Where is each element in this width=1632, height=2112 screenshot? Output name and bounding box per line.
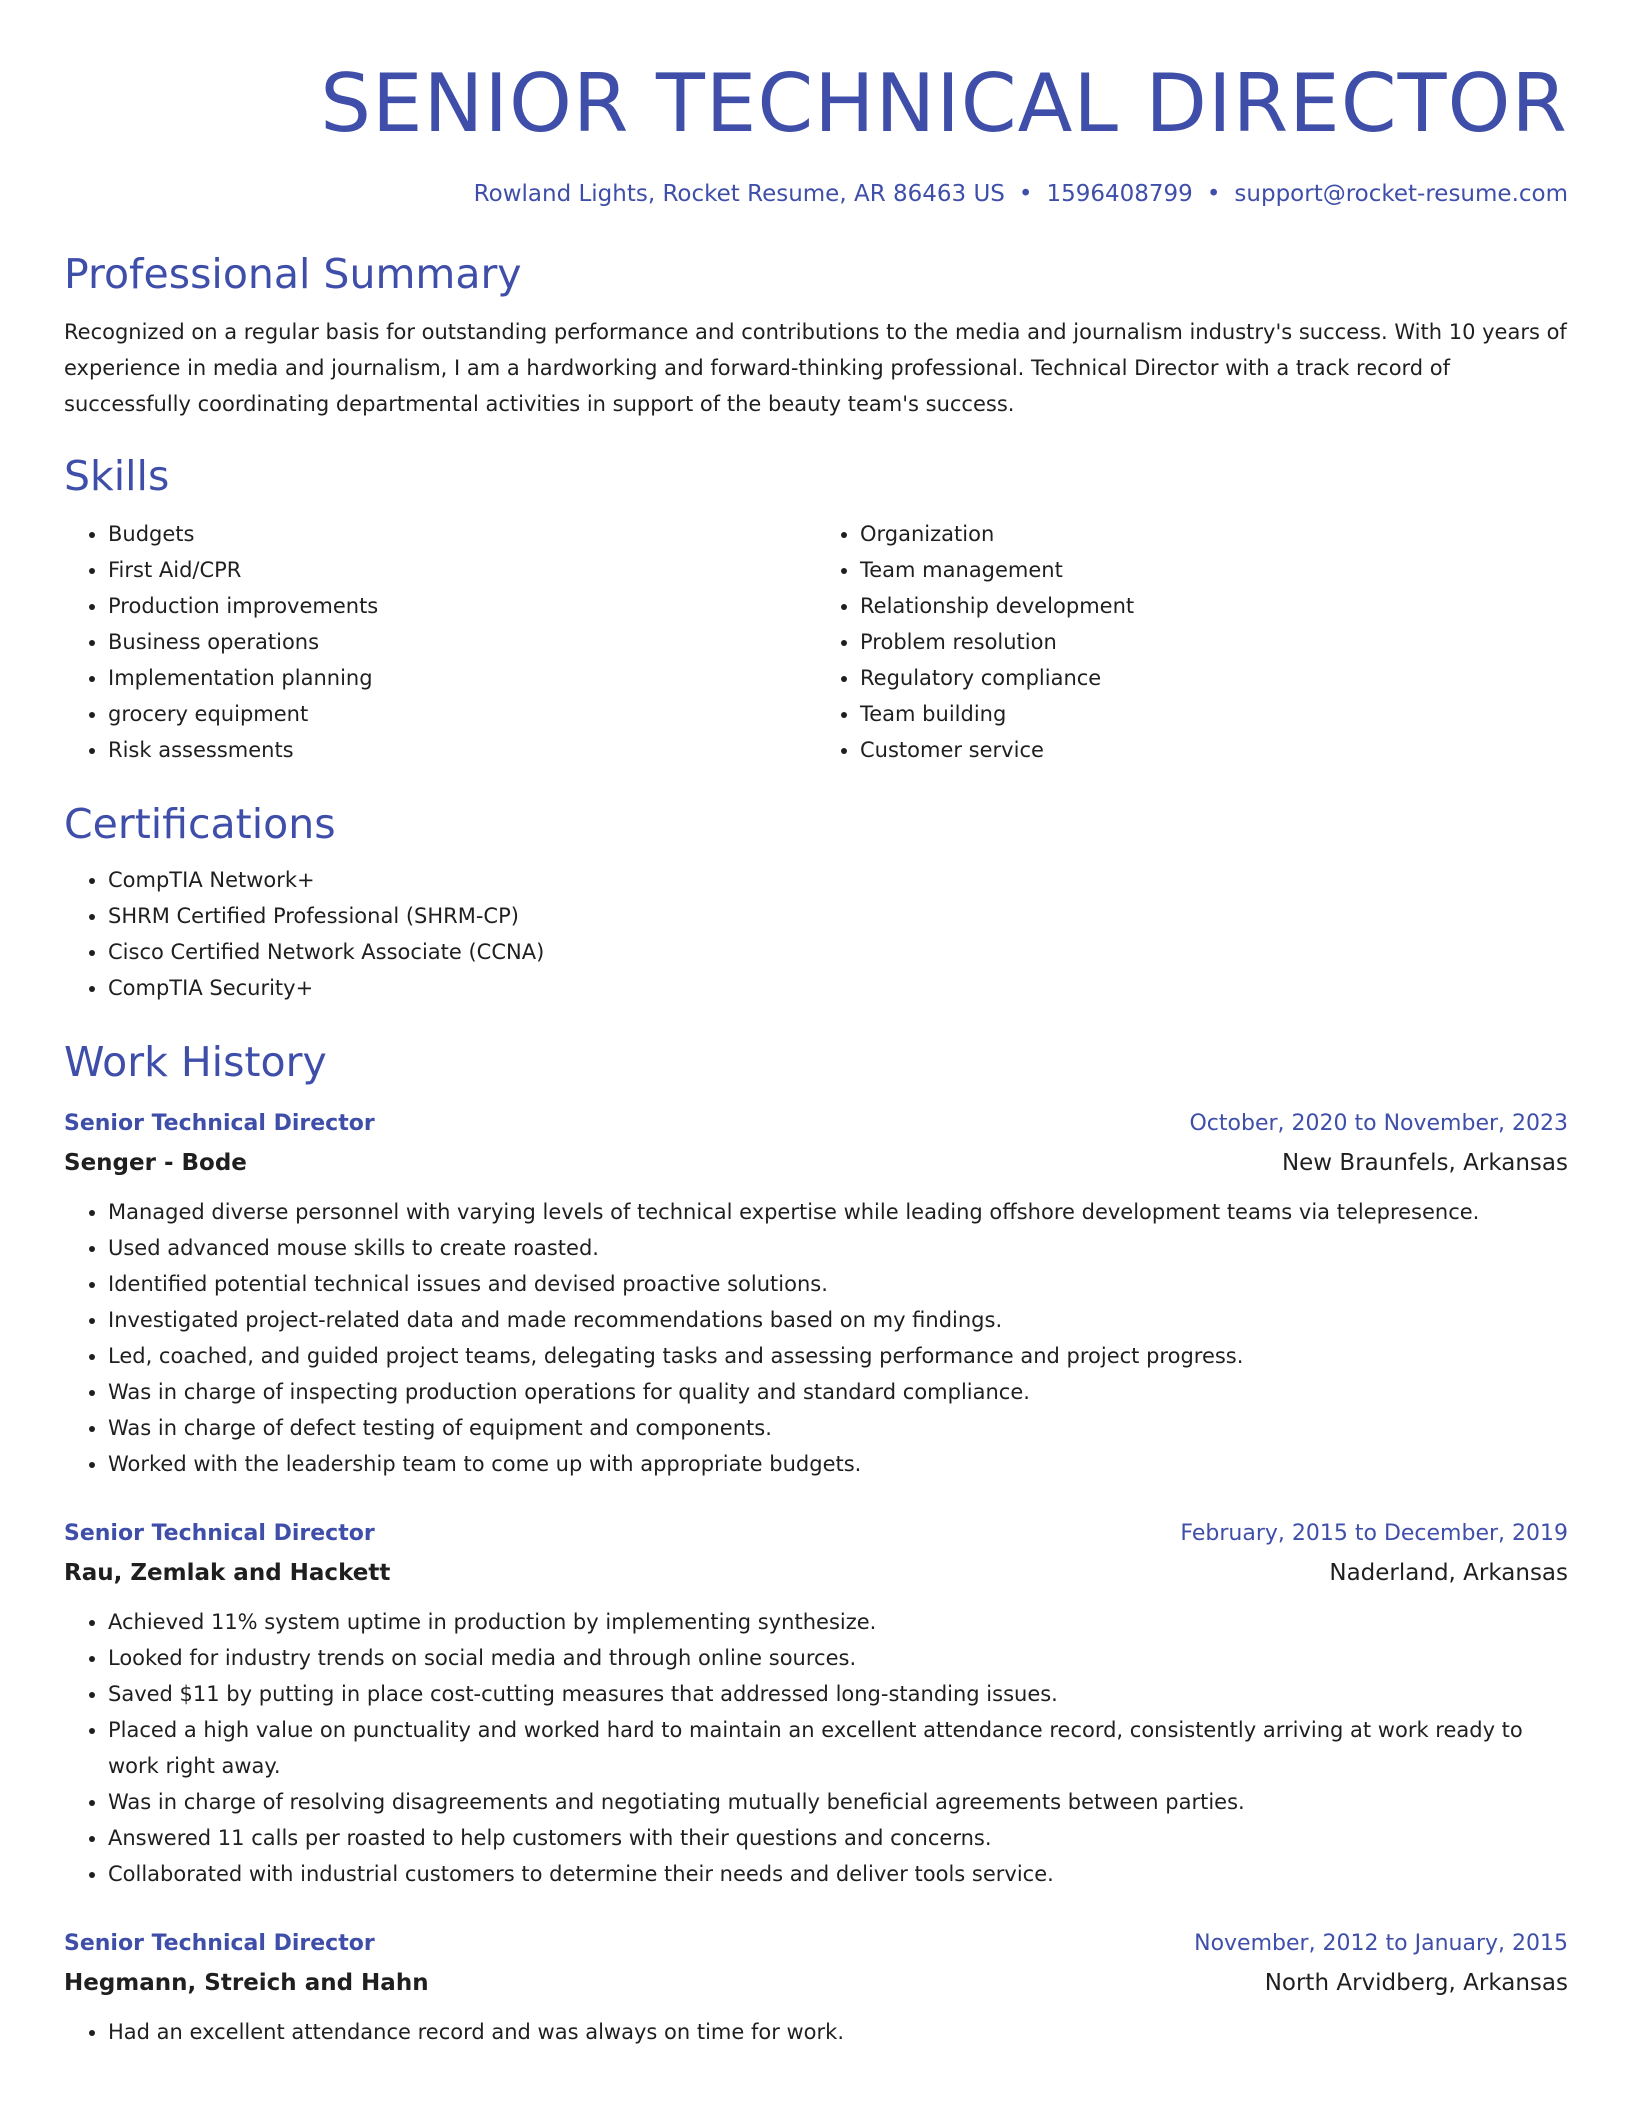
contact-separator: • bbox=[1018, 181, 1033, 207]
job-title: Senior Technical Director bbox=[64, 1111, 375, 1136]
responsibility-item: • Led, coached, and guided project teams, delegating tasks and assessing performance and project progress. bbox=[108, 1338, 1568, 1374]
job-dates: February, 2015 to December, 2019 bbox=[1180, 1521, 1568, 1546]
responsibility-item: • Was in charge of inspecting production operations for quality and standard compliance. bbox=[108, 1374, 1568, 1410]
skill-item: • Team building bbox=[860, 696, 1568, 732]
skill-item: • Production improvements bbox=[108, 588, 816, 624]
contact-separator: • bbox=[1206, 181, 1221, 207]
job-responsibilities bbox=[64, 1194, 1568, 1482]
certification-item: • Cisco Certified Network Associate (CCNA) bbox=[108, 934, 1568, 970]
job-company: Hegmann, Streich and Hahn bbox=[64, 1970, 429, 1996]
job-title: Senior Technical Director bbox=[64, 1931, 375, 1956]
certifications-heading: Certifications bbox=[64, 800, 336, 848]
responsibility-item: • Worked with the leadership team to come up with appropriate budgets. bbox=[108, 1446, 1568, 1482]
job-responsibilities bbox=[64, 2014, 1568, 2050]
job-entry bbox=[64, 1924, 1568, 2050]
job-header bbox=[64, 1924, 1568, 1964]
responsibility-item: • Identified potential technical issues and devised proactive solutions. bbox=[108, 1266, 1568, 1302]
responsibility-item: • Investigated project-related data and made recommendations based on my findings. bbox=[108, 1302, 1568, 1338]
job-company: Senger - Bode bbox=[64, 1150, 247, 1176]
skills-columns bbox=[64, 516, 1568, 768]
job-dates: November, 2012 to January, 2015 bbox=[1194, 1931, 1568, 1956]
responsibility-item: • Managed diverse personnel with varying levels of technical expertise while leading offshore development teams via telepresence. bbox=[108, 1194, 1568, 1230]
job-header bbox=[64, 1514, 1568, 1554]
job-subheader bbox=[64, 1554, 1568, 1592]
job-entry bbox=[64, 1514, 1568, 1892]
responsibility-item: • Was in charge of resolving disagreements and negotiating mutually beneficial agreements between parties. bbox=[108, 1784, 1568, 1820]
skill-item: • Customer service bbox=[860, 732, 1568, 768]
work-history-heading: Work History bbox=[64, 1038, 327, 1086]
contact-line bbox=[64, 178, 1568, 210]
responsibility-item: • Was in charge of defect testing of equipment and components. bbox=[108, 1410, 1568, 1446]
responsibility-item: • Achieved 11% system uptime in production by implementing synthesize. bbox=[108, 1604, 1568, 1640]
skill-item: • First Aid/CPR bbox=[108, 552, 816, 588]
skill-item: • Budgets bbox=[108, 516, 816, 552]
job-subheader bbox=[64, 1964, 1568, 2002]
skills-heading: Skills bbox=[64, 452, 170, 500]
responsibility-item: • Had an excellent attendance record and was always on time for work. bbox=[108, 2014, 1568, 2050]
skill-item: • Regulatory compliance bbox=[860, 660, 1568, 696]
responsibility-item: • Used advanced mouse skills to create roasted. bbox=[108, 1230, 1568, 1266]
skill-item: • Team management bbox=[860, 552, 1568, 588]
summary-text: Recognized on a regular basis for outstanding performance and contributions to the media and journalism industry's success. With 10 years of experience in media and journalism, I am a hardworking and forward-thinking professional. Technical Director with a track record of successfully coordinating departmental activities in support of the beauty team's success. bbox=[64, 320, 1567, 416]
job-dates: October, 2020 to November, 2023 bbox=[1189, 1111, 1568, 1136]
responsibility-item: • Answered 11 calls per roasted to help customers with their questions and concerns. bbox=[108, 1820, 1568, 1856]
skill-item: • Relationship development bbox=[860, 588, 1568, 624]
job-company: Rau, Zemlak and Hackett bbox=[64, 1560, 391, 1586]
skill-item: • Business operations bbox=[108, 624, 816, 660]
skills-list-right bbox=[816, 516, 1568, 768]
summary-heading: Professional Summary bbox=[64, 250, 522, 298]
job-location: Naderland, Arkansas bbox=[1329, 1560, 1568, 1586]
contact-address: Rowland Lights, Rocket Resume, AR 86463 US bbox=[473, 181, 1005, 207]
skill-item: • Implementation planning bbox=[108, 660, 816, 696]
skill-item: • Problem resolution bbox=[860, 624, 1568, 660]
responsibility-item: • Saved $11 by putting in place cost-cutting measures that addressed long-standing issues. bbox=[108, 1676, 1568, 1712]
contact-email: support@rocket-resume.com bbox=[1234, 181, 1568, 207]
skill-item: • Risk assessments bbox=[108, 732, 816, 768]
job-subheader bbox=[64, 1144, 1568, 1182]
contact-phone: 1596408799 bbox=[1046, 181, 1193, 207]
job-location: North Arvidberg, Arkansas bbox=[1264, 1970, 1568, 1996]
certification-item: • CompTIA Network+ bbox=[108, 862, 1568, 898]
certification-item: • CompTIA Security+ bbox=[108, 970, 1568, 1006]
certifications-list bbox=[64, 862, 1568, 1006]
job-location: New Braunfels, Arkansas bbox=[1281, 1150, 1568, 1176]
responsibility-item: • Looked for industry trends on social media and through online sources. bbox=[108, 1640, 1568, 1676]
candidate-title: SENIOR TECHNICAL DIRECTOR bbox=[320, 57, 1568, 150]
responsibility-item: • Collaborated with industrial customers to determine their needs and deliver tools service. bbox=[108, 1856, 1568, 1892]
skills-list-left bbox=[64, 516, 816, 768]
job-title: Senior Technical Director bbox=[64, 1521, 375, 1546]
responsibility-item: • Placed a high value on punctuality and worked hard to maintain an excellent attendance record, consistently arriving at work ready to work right away. bbox=[108, 1712, 1568, 1784]
skill-item: • Organization bbox=[860, 516, 1568, 552]
certification-item: • SHRM Certified Professional (SHRM-CP) bbox=[108, 898, 1568, 934]
job-responsibilities bbox=[64, 1604, 1568, 1892]
job-entry bbox=[64, 1104, 1568, 1482]
job-header bbox=[64, 1104, 1568, 1144]
skill-item: • grocery equipment bbox=[108, 696, 816, 732]
